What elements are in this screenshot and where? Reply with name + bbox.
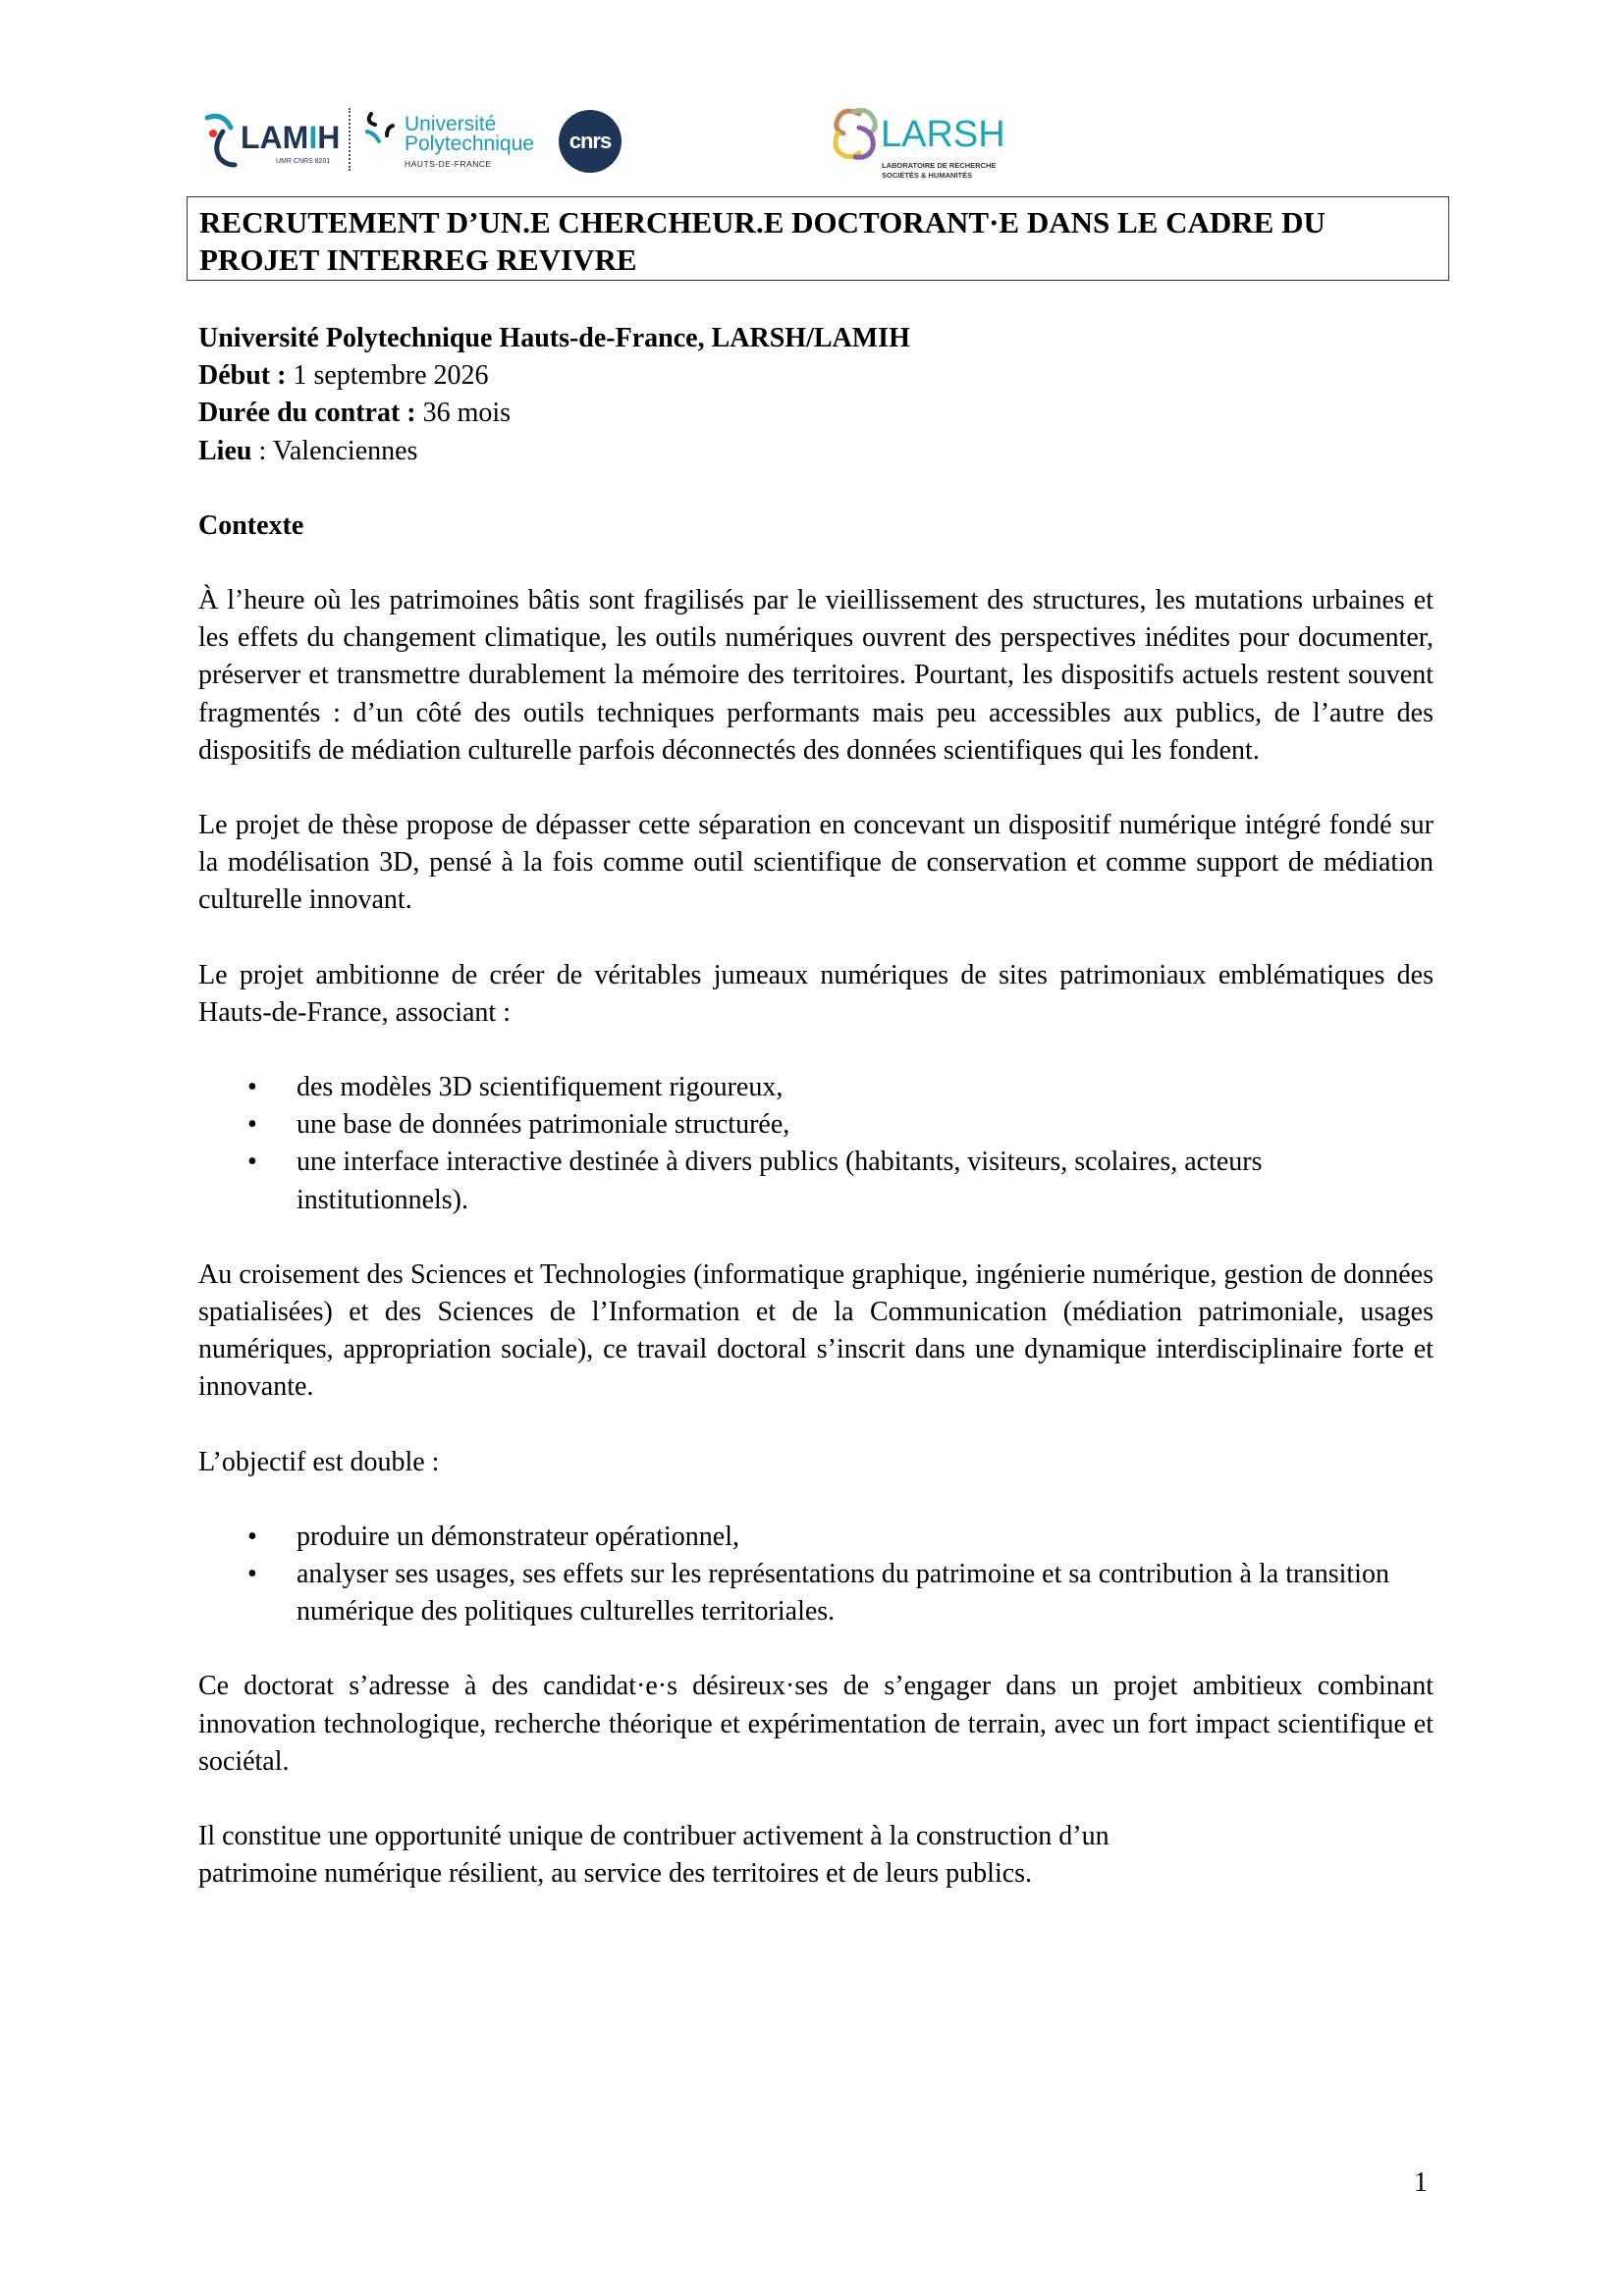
- page-number: 1: [1414, 2167, 1428, 2198]
- list-item: [198, 1556, 1434, 1630]
- bullet-icon: •: [247, 1109, 257, 1141]
- objectives-list: [198, 1519, 1434, 1631]
- uphf-line2: Polytechnique: [405, 133, 534, 155]
- section-heading: Contexte: [198, 509, 304, 541]
- bullet-icon: •: [247, 1072, 257, 1103]
- lamih-logo: [201, 110, 339, 171]
- list-item-text: produire un démonstrateur opérationnel,: [297, 1521, 739, 1552]
- lamih-subtitle: UMR CNRS 8201: [276, 158, 331, 165]
- context-paragraph-3: Le projet ambitionne de créer de véritables jumeaux numériques de sites patrimoniaux emblématiques des Hauts-de-France, associant :: [198, 959, 1434, 1028]
- larsh-logo: [830, 100, 1046, 188]
- uphf-line3: HAUTS-DE-FRANCE: [405, 159, 492, 169]
- larsh-wordmark: LARSH: [881, 114, 1005, 155]
- uphf-logo: [363, 110, 560, 175]
- title-box: [187, 196, 1449, 281]
- closing-line-2: patrimoine numérique résilient, au service des territoires et de leurs publics.: [198, 1858, 1033, 1890]
- context-paragraph-2: Le projet de thèse propose de dépasser cette séparation en concevant un dispositif numérique intégré fondé sur la modélisation 3D, pensé à la fois comme outil scientifique de conservation et comme support de médiation culturelle innovant.: [198, 810, 1434, 916]
- interdisciplinary-paragraph: Au croisement des Sciences et Technologies (informatique graphique, ingénierie numérique, gestion de données spatialisées) et des Sciences de l’Information et de la Communication (médiation patrimoniale, usages numériques, appropriation sociale), ce travail doctoral s’inscrit dans une dynamique interdisciplinaire forte et innovante.: [198, 1258, 1434, 1403]
- uphf-emblem-icon: [363, 112, 403, 151]
- duration-line: [198, 395, 1434, 432]
- start-value: 1 septembre 2026: [286, 360, 489, 392]
- cnrs-wordmark: cnrs: [568, 129, 612, 153]
- duration-label: Durée du contrat :: [198, 398, 416, 429]
- bullet-icon: •: [247, 1147, 257, 1178]
- document-body: [198, 320, 1434, 1894]
- lamih-wordmark: LAMIH: [241, 120, 341, 155]
- start-label: Début :: [198, 360, 287, 392]
- list-item: [198, 1144, 1434, 1218]
- header-logos: [201, 98, 1429, 187]
- list-item-text: des modèles 3D scientifiquement rigoureux,: [297, 1072, 784, 1103]
- closing-line-1: Il constitue une opportunité unique de contribuer activement à la construction d’un: [198, 1821, 1109, 1852]
- cnrs-logo: [559, 110, 622, 173]
- larsh-subtitle-1: LABORATOIRE DE RECHERCHE: [882, 161, 997, 170]
- components-list: [198, 1069, 1434, 1219]
- start-line: [198, 357, 1434, 395]
- list-item-text: une interface interactive destinée à divers publics (habitants, visiteurs, scolaires, acteurs institutionnels).: [297, 1147, 1263, 1215]
- uphf-line1: Université: [405, 113, 497, 135]
- document-title: RECRUTEMENT D’UN.E CHERCHEUR.E DOCTORANT·E DANS LE CADRE DU PROJET INTERREG REVIVRE: [199, 205, 1325, 277]
- candidates-paragraph: Ce doctorat s’adresse à des candidat·e·s désireux·ses de s’engager dans un projet ambitieux combinant innovation technologique, recherche théorique et expérimentation de terrain, avec un fort impact scientifique et sociétal.: [198, 1671, 1434, 1777]
- list-item: [198, 1106, 1434, 1144]
- context-paragraph-1: À l’heure où les patrimoines bâtis sont fragilisés par le vieillissement des structures, les mutations urbaines et les effets du changement climatique, les outils numériques ouvrent des perspectives inédites pour documenter, préserver et transmettre durablement la mémoire des territoires. Pourtant, les dispositifs actuels restent souvent fragmentés : d’un côté des outils techniques performants mais peu accessibles aux publics, de l’autre des dispositifs de médiation culturelle parfois déconnectés des données scientifiques qui les fondent.: [198, 585, 1434, 766]
- logo-divider: [349, 108, 351, 171]
- list-item: [198, 1069, 1434, 1106]
- larsh-rings-icon: [830, 104, 881, 165]
- location-value: : Valenciennes: [251, 435, 418, 466]
- bullet-icon: •: [247, 1559, 257, 1590]
- location-label: Lieu: [198, 435, 252, 466]
- duration-value: 36 mois: [415, 398, 512, 429]
- objective-intro: L’objectif est double :: [198, 1446, 440, 1477]
- list-item: [198, 1519, 1434, 1556]
- bullet-icon: •: [247, 1521, 257, 1552]
- institution-line: Université Polytechnique Hauts-de-France, LARSH/LAMIH: [198, 323, 910, 353]
- list-item-text: analyser ses usages, ses effets sur les représentations du patrimoine et sa contribution à la transition numérique des politiques culturelles territoriales.: [297, 1559, 1389, 1628]
- larsh-subtitle-2: SOCIÉTÉS & HUMANITÉS: [882, 171, 973, 180]
- list-item-text: une base de données patrimoniale structurée,: [297, 1109, 790, 1141]
- lamih-emblem-icon: [201, 110, 241, 171]
- location-line: [198, 433, 1434, 470]
